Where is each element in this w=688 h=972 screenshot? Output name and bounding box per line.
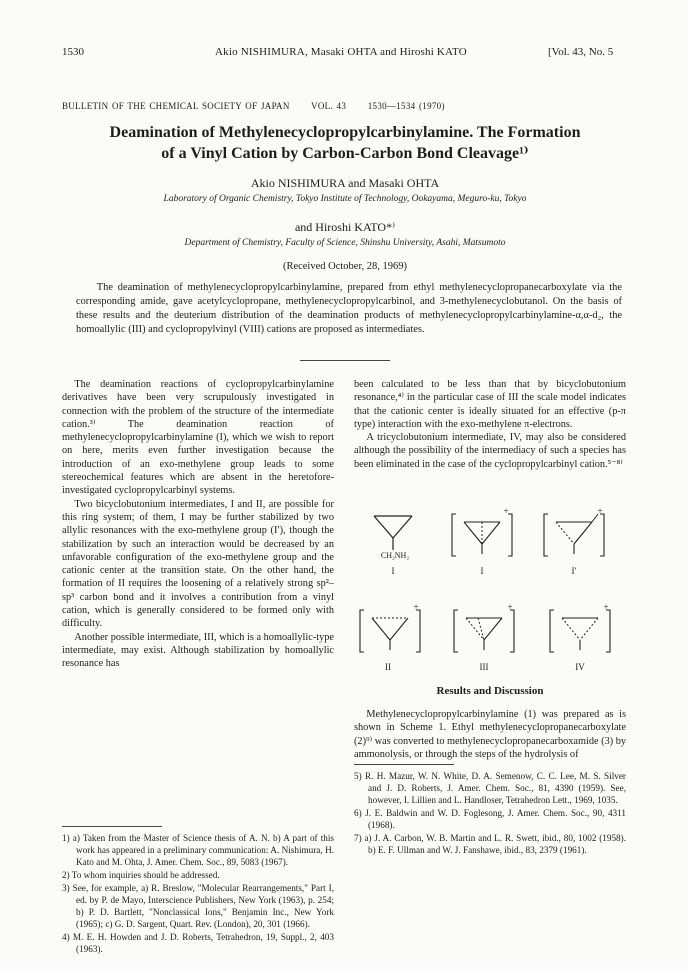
received-date: (Received October, 28, 1969) (282, 261, 408, 272)
abstract-divider (300, 360, 390, 361)
authors-group-2: and Hiroshi KATO*⁾ (294, 220, 396, 234)
footnote: 6) J. E. Baldwin and W. D. Foglesong, J. Amer. Chem. Soc., 90, 4311 (1968). (354, 808, 626, 830)
structure-label: I (480, 566, 484, 576)
journal-pages: 1530—1534 (1970) (367, 101, 445, 111)
structure-label: III (479, 662, 489, 672)
structure-II (356, 606, 424, 656)
body-left-column (62, 378, 334, 671)
structure-IV (546, 606, 614, 656)
affiliation-2: Department of Chemistry, Faculty of Science, Shinshu University, Asahi, Matsumoto (184, 238, 506, 248)
substituent-label: CH₂NH₂ (380, 551, 410, 560)
structure-label: II (385, 662, 391, 672)
body-paragraph: Two bicyclobutonium intermediates, I and II, are possible for this ring system; of them, I may be further stabilized by two allylic resonances with the exo-methylene group (I′), though the stabilization by such an interaction would be decreased by an unfavorable configuration of the exo-methylene group and the cationic center at the transition state. On the other hand, the formation of II requires the loosening of a relatively strong sp²–sp³ carbon bond and it involves a contribution from a vinyl cation, which is generally considered to be formed only with difficulty. (62, 498, 334, 630)
title-line-1: Deamination of Methylenecyclopropylcarbinylamine. The Formation (109, 124, 581, 141)
body-paragraph: Methylenecyclopropylcarbinylamine (1) was prepared as is shown in Scheme 1. Ethyl methylenecyclopropanecarboxylate (2)⁹⁾ was converted to methylenecyclopropanecarboxamide (3) by ammonolysis, or through the steps of the hydrolysis of (354, 709, 627, 760)
footnote: 4) M. E. H. Howden and J. D. Roberts, Tetrahedron, 19, Suppl., 2, 403 (1963). (62, 932, 334, 954)
authors-group-1: Akio NISHIMURA and Masaki OHTA (250, 176, 440, 190)
footnote-divider-left (62, 826, 162, 827)
running-head: Akio NISHIMURA, Masaki OHTA and Hiroshi KATO (215, 46, 467, 58)
footnote: 1) a) Taken from the Master of Science thesis of A. N. b) A part of this work has appeared in a preliminary communication: A. Nishimura, H. Kato and M. Ohta, J. Amer. Chem. Soc., 89, 5083 (1967). (62, 833, 334, 867)
structure-label: I (391, 566, 395, 576)
title-line-2: of a Vinyl Cation by Carbon-Carbon Bond Cleavage¹⁾ (161, 145, 529, 162)
page-number: 1530 (62, 46, 84, 58)
article-title (50, 122, 640, 164)
body-paragraph: A tricyclobutonium intermediate, IV, may also be considered although the possibility of the intermediacy of such a species has been eliminated in the case of the cyclopropylcarbinyl cation.⁵⁻⁸⁾ (354, 432, 626, 470)
footnote-divider-right (354, 764, 454, 765)
footnotes-left (62, 832, 334, 956)
journal-name: BULLETIN OF THE CHEMICAL SOCIETY OF JAPAN (62, 101, 290, 111)
footnote: 2) To whom inquiries should be addressed. (62, 870, 220, 880)
body-right-column (354, 378, 626, 471)
section-heading: Results and Discussion (436, 685, 544, 697)
footnotes-right (354, 770, 626, 857)
structure-I-bicyclobutonium (448, 510, 516, 560)
affiliation-1: Laboratory of Organic Chemistry, Tokyo Institute of Technology, Ookayama, Meguro-ku, Tokyo (163, 194, 527, 204)
volume-issue: [Vol. 43, No. 5 (548, 46, 614, 58)
footnote: 5) R. H. Mazur, W. N. White, D. A. Semenow, C. C. Lee, M. S. Silver and J. D. Roberts, J. Amer. Chem. Soc., 81, 4390 (1959). See, however, I. Lillien and L. Handloser, Tetrahedron Lett., 1969, 1035. (354, 771, 626, 805)
body-paragraph: Another possible intermediate, III, which is a homoallylic-type intermediate, may exist. Although stabilization by homoallylic resonance has (62, 631, 334, 670)
structure-label: I′ (571, 566, 577, 576)
body-right-bottom (354, 708, 626, 761)
footnote: 7) a) J. A. Carbon, W. B. Martin and L. R. Swett, ibid., 80, 1002 (1958). b) E. F. Ullman and W. J. Fanshawe, ibid., 83, 2379 (1961). (354, 833, 626, 855)
body-paragraph: been calculated to be less than that by bicyclobutonium resonance,⁴⁾ in the particular case of III the scale model indicates that the cationic center is ideally situated for an effective (p-π type) interaction with the exo-methylene π-electrons. (354, 379, 626, 430)
structure-I-prime (540, 510, 608, 560)
journal-line (62, 101, 622, 111)
footnote: 3) See, for example, a) R. Breslow, "Molecular Rearrangements," Part I, ed. by P. de Mayo, Interscience Publishers, New York (1963), p. 254; b) P. D. Bartlett, "Nonclassical Ions," Benjamin Inc., New York (1965); c) G. D. Sargent, Quart. Rev. (London), 20, 301 (1966). (62, 883, 334, 929)
journal-volume: VOL. 43 (311, 101, 347, 111)
structure-III (450, 606, 518, 656)
structure-I (368, 508, 418, 554)
body-paragraph: The deamination reactions of cyclopropylcarbinylamine derivatives have been very scrupulously investigated in connection with the problem of the structure of the intermediate cation.³⁾ The deamination reaction of methylenecyclopropylcarbinylamine (I), which we wish to report on here, merits even further investigation because the introduction of an exo-methylene group leads to some stereochemical features which are absent in the heretofore-investigated cyclopropylcarbinyl systems. (62, 379, 334, 497)
abstract: The deamination of methylenecyclopropylcarbinylamine, prepared from ethyl methylenecyclopropanecarboxylate via the corresponding amide, gave acetylcyclopropane, methylenecyclopropylcarbinol, and 3-methylenecyclobutanol. On the basis of these results and the deuterium distribution of the deamination products of methylenecyclopropylcarbinylamine-α,α-d₂, the homoallylic (III) and cyclopropylvinyl (VIII) cations are proposed as intermediates. (76, 282, 622, 335)
structure-label: IV (575, 662, 585, 672)
